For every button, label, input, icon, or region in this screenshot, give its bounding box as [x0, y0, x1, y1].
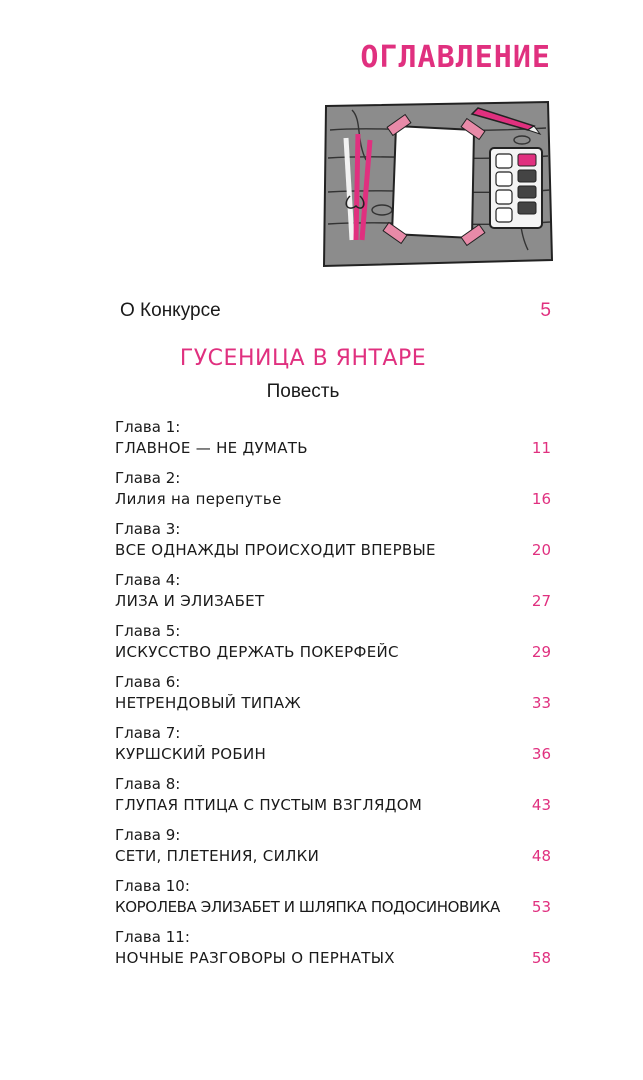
intro-label: О Конкурсе — [120, 300, 221, 321]
toc-entry-chapter-3[interactable] — [115, 519, 551, 570]
toc-entry-chapter-10[interactable] — [115, 876, 551, 927]
toc-entry-chapter-1[interactable] — [115, 417, 551, 468]
chapter-label: Глава 7: — [115, 724, 181, 742]
chapter-title: Лилия на перепутье — [115, 490, 282, 508]
chapter-title: ГЛУПАЯ ПТИЦА С ПУСТЫМ ВЗГЛЯДОМ — [115, 796, 423, 814]
chapter-title: ИСКУССТВО ДЕРЖАТЬ ПОКЕРФЕЙС — [115, 643, 399, 661]
chapter-page-number: 48 — [531, 847, 551, 865]
chapter-page-number: 11 — [531, 439, 551, 457]
chapter-page-number: 36 — [531, 745, 551, 763]
chapter-label: Глава 4: — [115, 571, 181, 589]
art-desk-illustration — [322, 100, 554, 268]
table-of-contents — [115, 417, 551, 978]
chapter-title: ГЛАВНОЕ — НЕ ДУМАТЬ — [115, 439, 308, 457]
chapter-label: Глава 11: — [115, 928, 190, 946]
story-title: ГУСЕНИЦА В ЯНТАРЕ — [179, 346, 427, 371]
chapter-label: Глава 3: — [115, 520, 181, 538]
chapter-page-number: 53 — [531, 898, 551, 916]
toc-entry-intro[interactable] — [120, 300, 551, 322]
chapter-title: КУРШСКИЙ РОБИН — [115, 745, 267, 763]
chapter-title: КОРОЛЕВА ЭЛИЗАБЕТ И ШЛЯПКА ПОДОСИНОВИКА — [115, 898, 500, 916]
chapter-title: НЕТРЕНДОВЫЙ ТИПАЖ — [115, 694, 301, 712]
toc-entry-chapter-11[interactable] — [115, 927, 551, 978]
chapter-label: Глава 8: — [115, 775, 181, 793]
chapter-label: Глава 1: — [115, 418, 181, 436]
toc-entry-chapter-4[interactable] — [115, 570, 551, 621]
toc-entry-chapter-7[interactable] — [115, 723, 551, 774]
story-subtitle: Повесть — [266, 381, 340, 402]
page-title: ОГЛАВЛЕНИЕ — [360, 40, 551, 75]
toc-entry-chapter-5[interactable] — [115, 621, 551, 672]
chapter-page-number: 43 — [531, 796, 551, 814]
chapter-label: Глава 6: — [115, 673, 181, 691]
toc-entry-chapter-2[interactable] — [115, 468, 551, 519]
toc-entry-chapter-8[interactable] — [115, 774, 551, 825]
chapter-label: Глава 10: — [115, 877, 190, 895]
chapter-page-number: 27 — [531, 592, 551, 610]
chapter-page-number: 16 — [531, 490, 551, 508]
intro-page-number: 5 — [540, 300, 551, 321]
toc-entry-chapter-6[interactable] — [115, 672, 551, 723]
chapter-label: Глава 5: — [115, 622, 181, 640]
chapter-page-number: 20 — [531, 541, 551, 559]
chapter-title: ВСЕ ОДНАЖДЫ ПРОИСХОДИТ ВПЕРВЫЕ — [115, 541, 436, 559]
chapter-title: НОЧНЫЕ РАЗГОВОРЫ О ПЕРНАТЫХ — [115, 949, 395, 967]
chapter-title: СЕТИ, ПЛЕТЕНИЯ, СИЛКИ — [115, 847, 320, 865]
chapter-page-number: 29 — [531, 643, 551, 661]
chapter-page-number: 58 — [531, 949, 551, 967]
chapter-title: ЛИЗА И ЭЛИЗАБЕТ — [115, 592, 265, 610]
chapter-page-number: 33 — [531, 694, 551, 712]
chapter-label: Глава 2: — [115, 469, 181, 487]
toc-entry-chapter-9[interactable] — [115, 825, 551, 876]
chapter-label: Глава 9: — [115, 826, 181, 844]
